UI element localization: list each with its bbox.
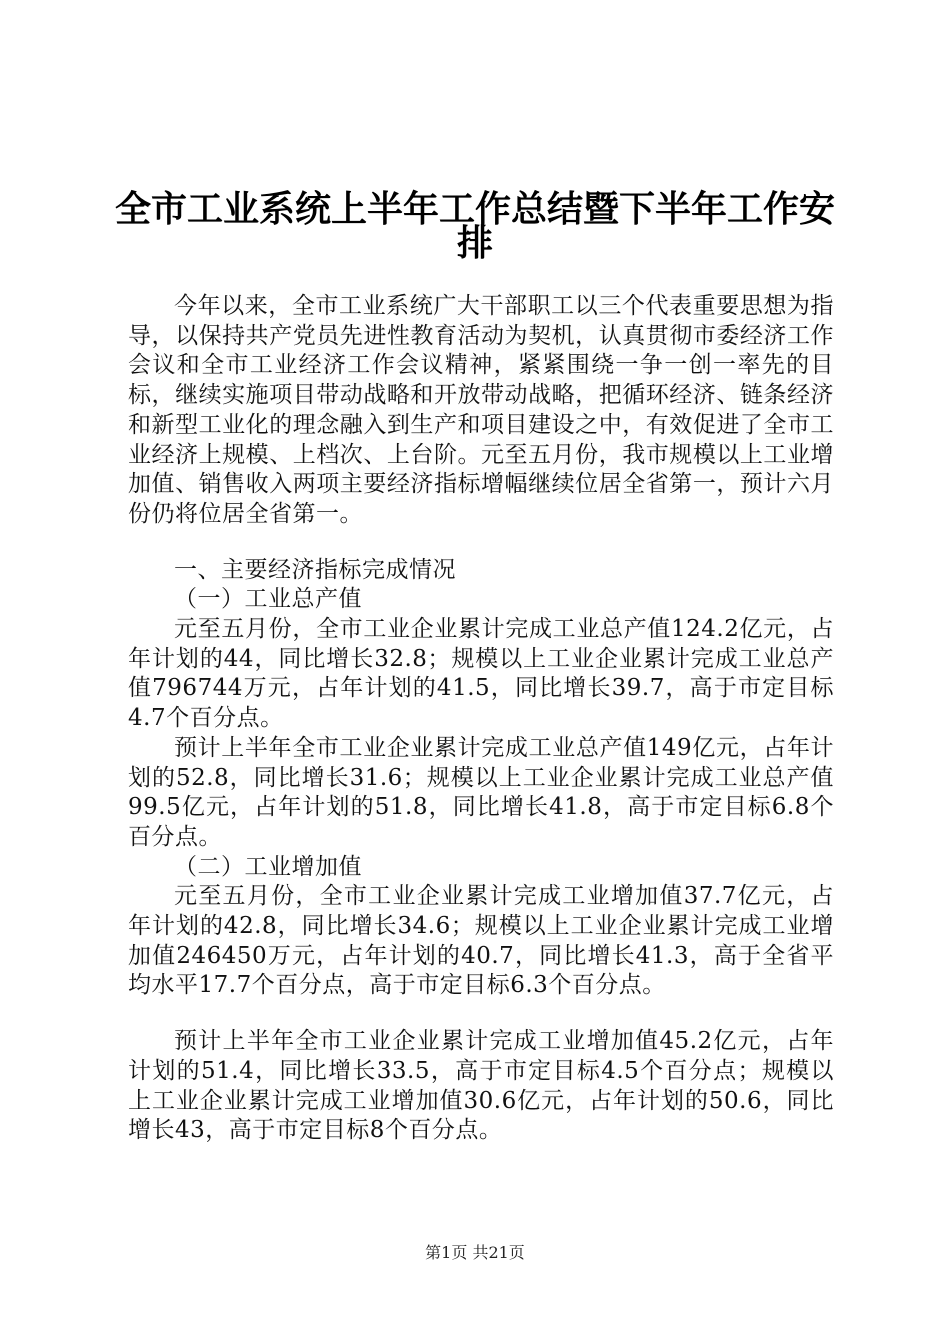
document-title-line-1: 全市工业系统上半年工作总结暨下半年工作安 [114, 189, 835, 230]
added-value-paragraph-1: 元至五月份，全市工业企业累计完成工业增加值37.7亿元，占年计划的42.8，同比增长34.6；规模以上工业企业累计完成工业增加值246450万元，占年计划的40.7，同比增长41.3，高于全省平均水平17.7个百分点，高于市定目标6.3个百分点。 [128, 883, 834, 999]
subsection-heading-output-value: （一）工业总产值 [174, 586, 362, 613]
intro-paragraph: 今年以来，全市工业系统广大干部职工以三个代表重要思想为指导，以保持共产党员先进性教育活动为契机，认真贯彻市委经济工作会议和全市工业经济工作会议精神，紧紧围绕一争一创一率先的目标，继续实施项目带动战略和开放带动战略，把循环经济、链条经济和新型工业化的理念融入到生产和项目建设之中，有效促进了全市工业经济上规模、上档次、上台阶。元至五月份，我市规模以上工业增加值、销售收入两项主要经济指标增幅继续位居全省第一，预计六月份仍将位居全省第一。 [128, 293, 834, 527]
document-title-line-2: 排 [456, 223, 493, 264]
added-value-paragraph-2: 预计上半年全市工业企业累计完成工业增加值45.2亿元，占年计划的51.4，同比增长33.5，高于市定目标4.5个百分点；规模以上工业企业累计完成工业增加值30.6亿元，占年计划的50.6，同比增长43，高于市定目标8个百分点。 [128, 1028, 834, 1144]
subsection-heading-added-value: （二）工业增加值 [174, 853, 362, 880]
document-body [128, 292, 834, 1146]
page-number-footer: 第1页 共21页 [425, 1243, 525, 1262]
output-value-paragraph-1: 元至五月份，全市工业企业累计完成工业总产值124.2亿元，占年计划的44，同比增长32.8；规模以上工业企业累计完成工业总产值796744万元，占年计划的41.5，同比增长39.7，高于市定目标4.7个百分点。 [128, 616, 834, 732]
paragraph-gap [128, 530, 834, 556]
paragraph-gap [128, 1001, 834, 1027]
section-heading-main-indicators: 一、主要经济指标完成情况 [174, 556, 456, 583]
output-value-paragraph-2: 预计上半年全市工业企业累计完成工业总产值149亿元，占年计划的52.8，同比增长31.6；规模以上工业企业累计完成工业总产值99.5亿元，占年计划的51.8，同比增长41.8，高于市定目标6.8个百分点。 [128, 734, 834, 850]
